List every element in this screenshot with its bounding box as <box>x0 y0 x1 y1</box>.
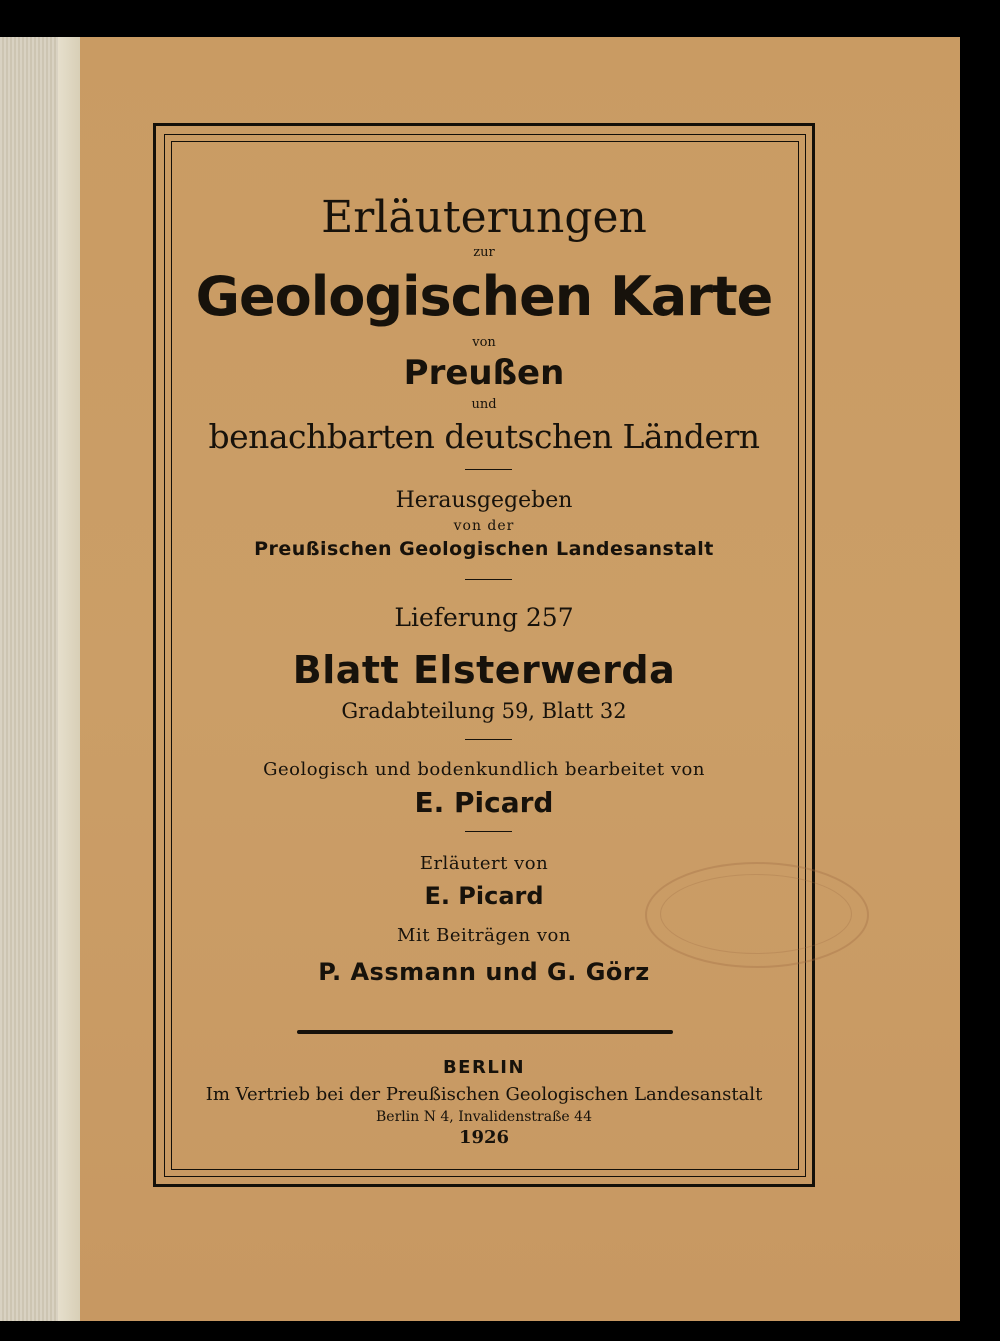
region-title-2: benachbarten deutschen Ländern <box>208 417 760 456</box>
title-zur: zur <box>473 245 495 260</box>
title-und: und <box>471 397 497 412</box>
imprint-distribution: Im Vertrieb bei der Preußischen Geologischen Landesanstalt <box>205 1084 763 1105</box>
contributions-label: Mit Beiträgen von <box>397 925 571 946</box>
imprint-divider <box>297 1030 673 1034</box>
divider-1 <box>465 469 512 470</box>
editor-intro: Herausgegeben <box>395 488 573 513</box>
von-der: von der <box>453 518 515 534</box>
sheet-name: Blatt Elsterwerda <box>292 648 676 692</box>
publisher: Preußischen Geologischen Landesanstalt <box>254 538 714 560</box>
explained-by: Erläutert von <box>419 853 549 874</box>
divider-2 <box>465 579 512 580</box>
main-title: Geologischen Karte <box>195 265 773 328</box>
book-spine <box>0 37 58 1321</box>
imprint-year: 1926 <box>458 1127 510 1148</box>
divider-3 <box>465 739 512 740</box>
region-title: Preußen <box>403 353 565 393</box>
grid-reference: Gradabteilung 59, Blatt 32 <box>341 699 627 723</box>
contributors: P. Assmann und G. Görz <box>318 958 650 986</box>
imprint-address: Berlin N 4, Invalidenstraße 44 <box>376 1109 592 1125</box>
imprint-city: BERLIN <box>442 1057 526 1078</box>
title-line-1: Erläuterungen <box>321 192 647 243</box>
explainer-name: E. Picard <box>424 882 544 910</box>
title-von: von <box>472 335 496 350</box>
delivery-number: Lieferung 257 <box>394 603 574 632</box>
page-edge <box>58 37 80 1321</box>
mapper-name: E. Picard <box>414 786 554 819</box>
mapped-by: Geologisch und bodenkundlich bearbeitet von <box>263 759 705 780</box>
divider-4 <box>465 831 512 832</box>
